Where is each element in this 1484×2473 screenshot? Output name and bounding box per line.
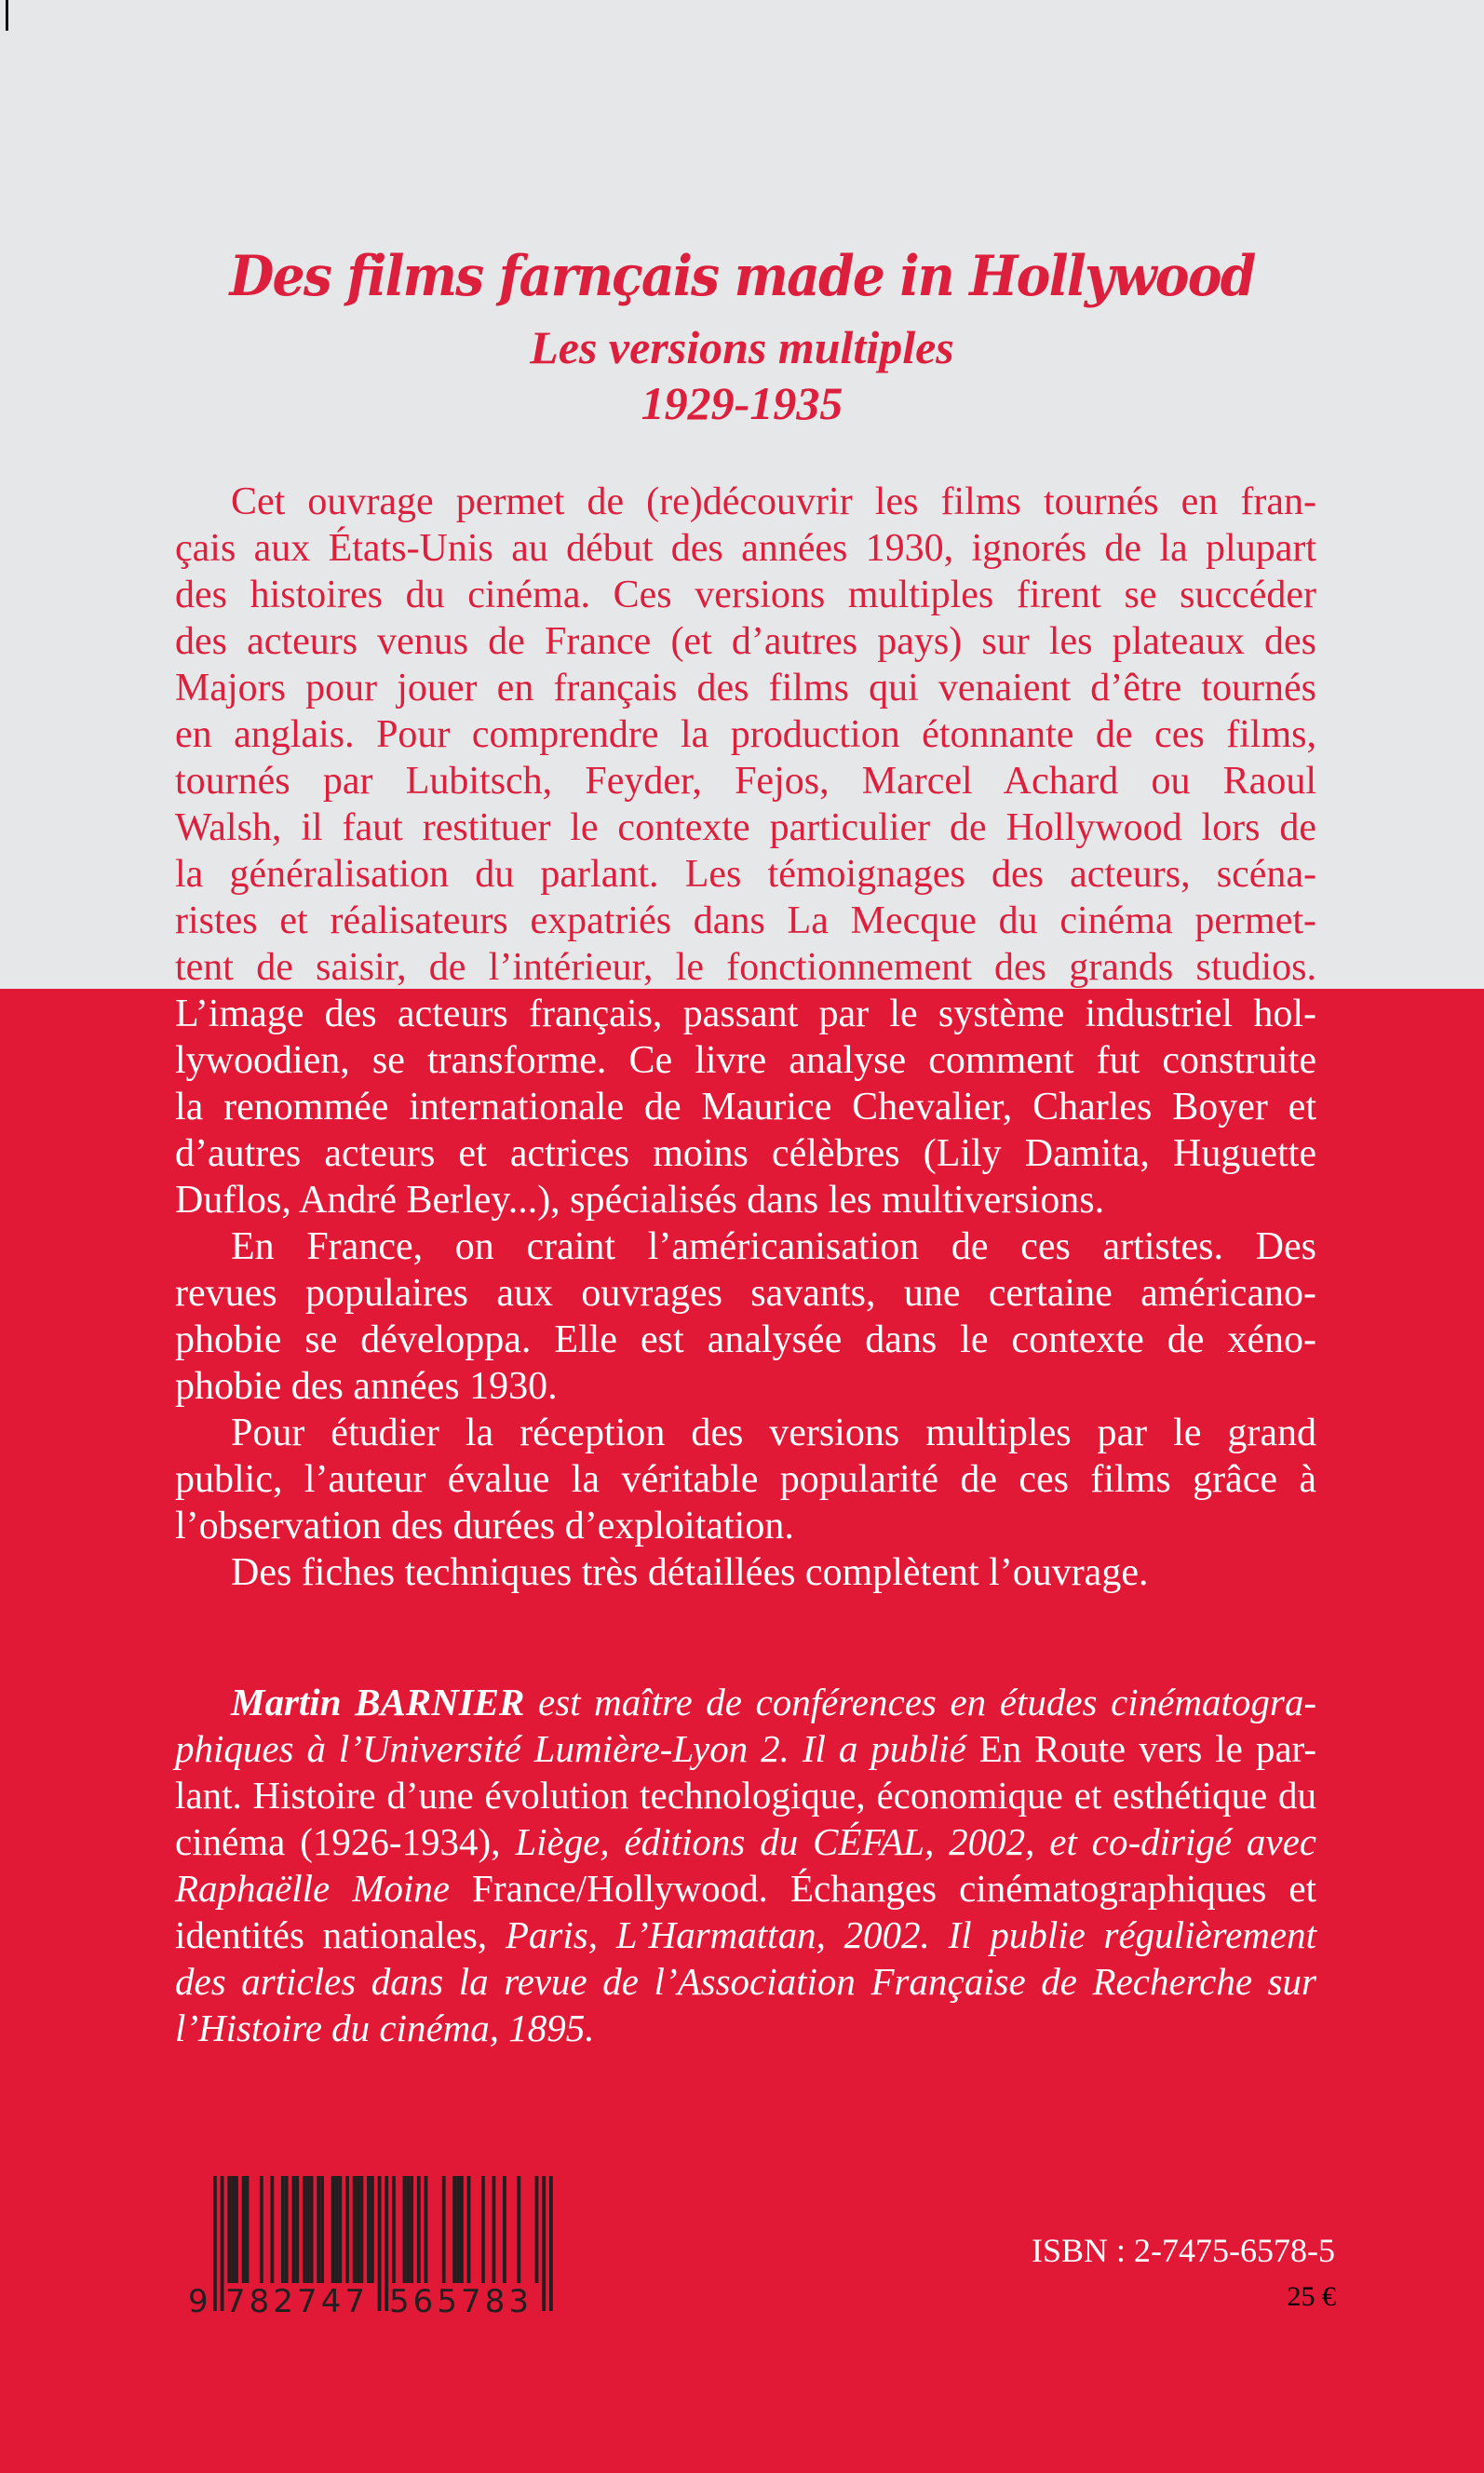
barcode-bar bbox=[425, 2176, 428, 2283]
barcode-bar bbox=[345, 2176, 349, 2283]
bio-segment: identités nationales, bbox=[175, 1913, 506, 1956]
blurb-line: en anglais. Pour comprendre la production étonnante de ces films, bbox=[175, 713, 1316, 756]
blurb-line: Des fiches techniques très détaillées complètent l’ouvrage. bbox=[231, 1551, 1149, 1594]
barcode-bar bbox=[403, 2176, 407, 2283]
barcode-bar bbox=[213, 2176, 217, 2311]
bio-line bbox=[175, 1725, 1316, 1772]
barcode-bar bbox=[295, 2176, 299, 2283]
barcode-bar bbox=[306, 2176, 310, 2283]
barcode-bar bbox=[242, 2176, 246, 2283]
book-subtitle: Les versions multiples bbox=[530, 321, 954, 373]
bio-line bbox=[175, 1865, 1316, 1912]
blurb-line: Cet ouvrage permet de (re)découvrir les films tournés en fran- bbox=[231, 480, 1316, 523]
barcode-bar bbox=[338, 2176, 342, 2283]
barcode-bar bbox=[281, 2176, 285, 2283]
barcode-bar bbox=[417, 2176, 421, 2283]
barcode-bar bbox=[517, 2176, 520, 2283]
barcode-first-digit: 9 bbox=[188, 2283, 209, 2320]
bio-line bbox=[175, 2005, 1316, 2051]
barcode-bar bbox=[549, 2176, 553, 2311]
barcode-bar bbox=[270, 2176, 274, 2283]
barcode-bar bbox=[285, 2176, 289, 2283]
barcode-bar bbox=[353, 2176, 357, 2283]
blurb-line: tournés par Lubitsch, Feyder, Fejos, Marcel Achard ou Raoul bbox=[175, 760, 1316, 803]
bio-line bbox=[175, 1912, 1316, 1958]
barcode-bar bbox=[492, 2176, 496, 2283]
barcode-bar bbox=[503, 2176, 506, 2283]
barcode bbox=[182, 2176, 573, 2325]
barcode-bar bbox=[303, 2176, 306, 2283]
author-bio bbox=[175, 1679, 1316, 2051]
blurb-line: Pour étudier la réception des versions multiples par le grand bbox=[231, 1412, 1316, 1454]
bio-line bbox=[175, 1679, 1316, 1725]
barcode-bar bbox=[442, 2176, 446, 2283]
bio-segment: lant. Histoire d’une évolution technologique, économique et esthétique du bbox=[175, 1774, 1316, 1817]
barcode-bar bbox=[371, 2176, 374, 2283]
blurb-line: çais aux États-Unis au début des années 1930, ignorés de la plupart bbox=[175, 527, 1316, 570]
blurb-line: tent de saisir, de l’intérieur, le fonctionnement des grands studios. bbox=[175, 946, 1316, 989]
barcode-bar bbox=[317, 2176, 320, 2283]
barcode-bar bbox=[467, 2176, 471, 2283]
bio-segment: phiques à l’Université Lumière-Lyon 2. Il a publié bbox=[175, 1727, 966, 1770]
price: 25 € bbox=[1287, 2281, 1336, 2312]
barcode-bar bbox=[378, 2176, 382, 2311]
barcode-bar bbox=[227, 2176, 231, 2283]
barcode-bar bbox=[235, 2176, 238, 2283]
barcode-right-digits: 565783 bbox=[389, 2283, 529, 2320]
barcode-left-digits: 782747 bbox=[225, 2283, 365, 2320]
blurb-line: phobie se développa. Elle est analysée dans le contexte de xéno- bbox=[175, 1318, 1316, 1361]
blurb-line: des histoires du cinéma. Ces versions multiples firent se succéder bbox=[175, 574, 1316, 616]
bio-segment: Paris, L’Harmattan, 2002. Il publie régulièrement bbox=[505, 1913, 1316, 1956]
bio-segment: En Route vers le par- bbox=[965, 1727, 1316, 1770]
blurb-text bbox=[175, 479, 1316, 1596]
bio-segment: Raphaëlle Moine bbox=[175, 1867, 451, 1910]
barcode-bar bbox=[406, 2176, 410, 2283]
barcode-bar bbox=[384, 2176, 388, 2311]
blurb-line: l’observation des durées d’exploitation. bbox=[175, 1505, 794, 1547]
bio-segment: Liège, éditions du CÉFAL, 2002, et co-dirigé avec bbox=[515, 1820, 1316, 1863]
barcode-bar bbox=[535, 2176, 539, 2283]
blurb-line: Duflos, André Berley...), spécialisés dans les multiversions. bbox=[175, 1179, 1105, 1222]
bio-segment: est maître de conférences en études cinématogra- bbox=[524, 1681, 1317, 1723]
barcode-bar bbox=[231, 2176, 235, 2283]
blurb-line: revues populaires aux ouvrages savants, une certaine américano- bbox=[175, 1272, 1316, 1315]
author-name: Martin BARNIER bbox=[231, 1681, 525, 1723]
blurb-line: d’autres acteurs et actrices moins célèbres (Lily Damita, Huguette bbox=[175, 1132, 1316, 1175]
barcode-bar bbox=[481, 2176, 485, 2283]
blurb-line: phobie des années 1930. bbox=[175, 1365, 558, 1408]
blurb-line: lywoodien, se transforme. Ce livre analyse comment fut construite bbox=[175, 1039, 1316, 1082]
barcode-bar bbox=[452, 2176, 456, 2283]
barcode-bar bbox=[331, 2176, 335, 2283]
barcode-bar bbox=[410, 2176, 413, 2283]
barcode-bar bbox=[542, 2176, 546, 2311]
barcode-bar bbox=[335, 2176, 339, 2283]
bio-segment: France/Hollywood. Échanges cinématographiques et bbox=[450, 1867, 1316, 1910]
barcode-bar bbox=[357, 2176, 360, 2283]
blurb-line: des acteurs venus de France (et d’autres pays) sur les plateaux des bbox=[175, 620, 1316, 663]
bio-segment: des articles dans la revue de l’Association Française de Recherche sur bbox=[175, 1960, 1316, 2003]
blurb-line: ristes et réalisateurs expatriés dans La Mecque du cinéma permet- bbox=[175, 899, 1316, 942]
blurb-line: Walsh, il faut restituer le contexte particulier de Hollywood lors de bbox=[175, 806, 1316, 849]
barcode-bar bbox=[392, 2176, 396, 2283]
isbn-number: ISBN : 2-7475-6578-5 bbox=[1032, 2232, 1335, 2269]
barcode-bar bbox=[221, 2176, 224, 2311]
barcode-bar bbox=[456, 2176, 460, 2283]
barcode-bar bbox=[320, 2176, 324, 2283]
blurb-line: la renommée internationale de Maurice Chevalier, Charles Boyer et bbox=[175, 1086, 1316, 1128]
blurb-line: public, l’auteur évalue la véritable popularité de ces films grâce à bbox=[175, 1458, 1316, 1501]
barcode-bar bbox=[460, 2176, 464, 2283]
barcode-bar bbox=[310, 2176, 314, 2283]
blurb-line: En France, on craint l’américanisation de ces artistes. Des bbox=[231, 1225, 1316, 1268]
crop-mark bbox=[6, 0, 8, 31]
blurb-line: Majors pour jouer en français des films qui venaient d’être tournés bbox=[175, 667, 1316, 709]
book-years: 1929-1935 bbox=[641, 377, 843, 429]
bio-line bbox=[175, 1818, 1316, 1865]
barcode-bar bbox=[367, 2176, 371, 2283]
bio-segment: cinéma (1926-1934), bbox=[175, 1820, 516, 1863]
blurb-line: la généralisation du parlant. Les témoignages des acteurs, scéna- bbox=[175, 853, 1316, 896]
book-title: Des films farnçais made in Hollywood bbox=[229, 244, 1255, 309]
barcode-bar bbox=[260, 2176, 263, 2283]
barcode-bar bbox=[291, 2176, 295, 2283]
bio-line bbox=[175, 1958, 1316, 2005]
bio-line bbox=[175, 1772, 1316, 1818]
barcode-bar bbox=[246, 2176, 250, 2283]
bio-segment: l’Histoire du cinéma, 1895. bbox=[175, 2007, 595, 2049]
barcode-bar bbox=[359, 2176, 363, 2283]
blurb-line: L’image des acteurs français, passant par le système industriel hol- bbox=[175, 993, 1316, 1035]
